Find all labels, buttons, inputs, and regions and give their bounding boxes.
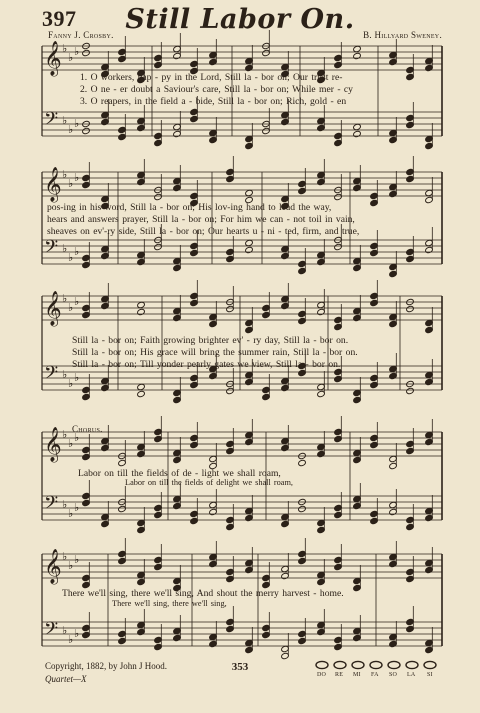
lyric-line: sheaves on ev'-ry side, Still la - bor on; Our hearts u - ni - ted, firm, and true,	[47, 226, 360, 237]
note-head	[137, 390, 146, 397]
lyric-line: 1. O workers, hap - py in the Lord, Still la - bor on; Our trust re-	[80, 72, 343, 83]
flat-icon: ♭	[74, 371, 80, 384]
flat-icon: ♭	[74, 245, 80, 258]
flat-icon: ♭	[68, 123, 74, 136]
bass-clef-icon: 𝄢	[44, 619, 59, 644]
treble-clef-icon: 𝄞	[44, 41, 62, 76]
note-head	[137, 383, 146, 390]
lyric-line: hears and answers prayer, Still la - bor on; For him we can - not toil in vain,	[47, 214, 355, 225]
hymn-title: Still Labor On.	[125, 4, 355, 35]
note-head	[245, 239, 254, 246]
flat-icon: ♭	[62, 242, 68, 255]
lyric-line: pos-ing in his word, Still la - bor on; His lov-ing hand to lead the way,	[47, 202, 332, 213]
flat-icon: ♭	[74, 553, 80, 566]
flat-icon: ♭	[62, 368, 68, 381]
flat-icon: ♭	[62, 550, 68, 563]
flat-icon: ♭	[62, 624, 68, 637]
solfa-label: DO	[317, 672, 327, 678]
flat-icon: ♭	[62, 168, 68, 181]
lyric-line-bass: There we'll sing, there we'll sing,	[112, 599, 227, 608]
flat-icon: ♭	[74, 117, 80, 130]
solfa-label: RE	[335, 672, 344, 678]
flat-icon: ♭	[74, 627, 80, 640]
flat-icon: ♭	[68, 177, 74, 190]
flat-icon: ♭	[74, 45, 80, 58]
note-head	[406, 305, 415, 312]
flat-icon: ♭	[68, 437, 74, 450]
quartet-note: Quartet—X	[45, 674, 87, 684]
note-head	[298, 505, 307, 512]
flat-icon: ♭	[62, 498, 68, 511]
flat-icon: ♭	[68, 301, 74, 314]
treble-clef-icon: 𝄞	[44, 167, 62, 202]
treble-clef-icon: 𝄞	[44, 291, 62, 326]
note-head	[82, 127, 91, 134]
lyric-line: Still la - bor on; Faith growing brighter ev' - ry day, Still la - bor on.	[72, 335, 349, 346]
treble-clef-icon: 𝄞	[44, 549, 62, 584]
hymn-number: 397	[42, 6, 77, 31]
lyric-line: There we'll sing, there we'll sing, And shout the merry harvest - home.	[62, 588, 344, 599]
solfa-label: LA	[407, 672, 416, 678]
note-head	[137, 301, 146, 308]
lyric-line: 2. O ne - er doubt a Saviour's care, Still la - bor on; While mer - cy	[80, 84, 353, 95]
note-head	[245, 189, 254, 196]
note-head	[245, 246, 254, 253]
flat-icon: ♭	[62, 42, 68, 55]
flat-icon: ♭	[68, 507, 74, 520]
note-head	[353, 45, 362, 52]
flat-icon: ♭	[62, 292, 68, 305]
bass-clef-icon: 𝄢	[44, 493, 59, 518]
note-head	[353, 130, 362, 137]
note-head	[406, 387, 415, 394]
page-number: 353	[231, 661, 249, 673]
solfa-label: SO	[389, 672, 398, 678]
solfa-label: MI	[353, 672, 361, 678]
solfa-label: SI	[427, 672, 433, 678]
note-head	[82, 49, 91, 56]
lyric-line: Labor on till the fields of de - light we shall roam,	[78, 468, 281, 479]
flat-icon: ♭	[68, 51, 74, 64]
copyright-notice: Copyright, 1882, by John J Hood.	[45, 661, 168, 671]
flat-icon: ♭	[74, 501, 80, 514]
bass-clef-icon: 𝄢	[44, 363, 59, 388]
treble-clef-icon: 𝄞	[44, 427, 62, 462]
author-credit: Fanny J. Crosby.	[48, 30, 114, 40]
flat-icon: ♭	[68, 377, 74, 390]
note-head	[298, 459, 307, 466]
note-head	[137, 308, 146, 315]
solfa-note-shapes	[312, 658, 442, 672]
solfa-scale	[312, 658, 442, 677]
bass-clef-icon: 𝄢	[44, 237, 59, 262]
flat-icon: ♭	[62, 428, 68, 441]
flat-icon: ♭	[68, 559, 74, 572]
lyric-line: Still la - bor on; His grace will bring the summer rain, Still la - bor on.	[72, 347, 358, 358]
composer-credit: B. Hillyard Sweney.	[363, 30, 442, 40]
lyric-line: Still la - bor on; Till yonder pearly gates we view, Still la - bor on.	[72, 359, 341, 370]
flat-icon: ♭	[74, 295, 80, 308]
chorus-label: Chorus.	[72, 424, 103, 434]
flat-icon: ♭	[74, 171, 80, 184]
flat-icon: ♭	[68, 251, 74, 264]
flat-icon: ♭	[68, 633, 74, 646]
solfa-label: FA	[371, 672, 379, 678]
note-head	[353, 123, 362, 130]
note-head	[353, 52, 362, 59]
bass-clef-icon: 𝄢	[44, 109, 59, 134]
flat-icon: ♭	[74, 431, 80, 444]
lyric-line: 3. O reapers, in the field a - bide, Still la - bor on; Rich, gold - en	[80, 96, 347, 107]
lyric-line-bass: Labor on till the fields of delight we shall roam,	[125, 478, 293, 487]
flat-icon: ♭	[62, 114, 68, 127]
